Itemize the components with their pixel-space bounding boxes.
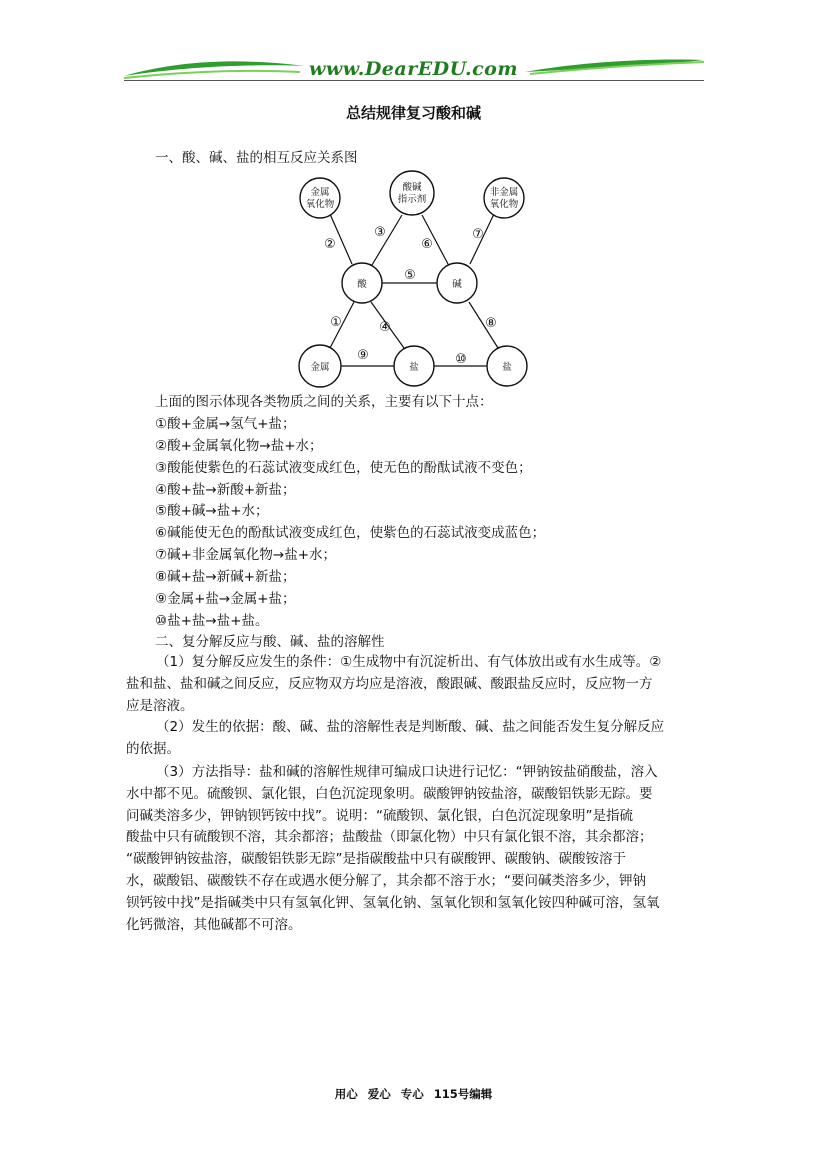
node-label: 酸碱 [402, 182, 422, 193]
list-item: ①酸+金属→氢气+盐； [155, 415, 296, 432]
text-line: 盐和盐、盐和碱之间反应，反应物双方均应是溶液，酸跟碱、酸跟盐反应时，反应物一方 [126, 675, 653, 692]
node-label: 非金属 [489, 187, 519, 198]
list-item: ⑦碱+非金属氧化物→盐+水； [155, 547, 337, 564]
node-label: 金属 [310, 187, 330, 198]
text-line: 化钙微溶，其他碱都不可溶。 [126, 916, 302, 933]
edge-label-3: ③ [374, 225, 386, 240]
list-item: ⑧碱+盐→新碱+新盐； [155, 569, 296, 586]
text-line: 水中都不见。硫酸钡、氯化银，白色沉淀现象明。碳酸钾钠铵盐溶，碳酸铝铁影无踪。要 [126, 785, 653, 802]
node-label: 酸 [357, 279, 367, 290]
text-line: 钡钙铵中找”是指碱类中只有氢氧化钾、氢氧化钠、氢氧化钡和氢氧化铵四种碱可溶，氢氧 [126, 894, 660, 911]
list-item: ⑥碱能使无色的酚酞试液变成红色，使紫色的石蕊试液变成蓝色； [155, 525, 546, 542]
node-label: 盐 [409, 362, 419, 373]
document-title: 总结规律复习酸和碱 [345, 104, 481, 122]
text-line: 酸盐中只有硫酸钡不溶，其余都溶；盐酸盐（即氯化物）中只有氯化银不溶，其余都溶； [126, 829, 653, 846]
edge-label-1: ① [330, 315, 342, 330]
node-label: 盐 [502, 362, 512, 373]
paragraph-conditions [126, 652, 702, 717]
node-label: 指示剂 [397, 194, 427, 205]
edge-label-8: ⑧ [485, 316, 497, 331]
text-line: “碳酸钾钠铵盐溶，碳酸铝铁影无踪”是指碳酸盐中只有碳酸钾、碳酸钠、碳酸铵溶于 [126, 851, 626, 868]
text-line: （3）方法指导：盐和碱的溶解性规律可编成口诀进行记忆：“钾钠铵盐硝酸盐，溶入 [156, 764, 658, 780]
section2-heading: 二、复分解反应与酸、碱、盐的溶解性 [155, 634, 385, 650]
list-item: ④酸+盐→新酸+新盐； [155, 481, 296, 498]
reaction-points-list [155, 392, 545, 633]
edge-label-7: ⑦ [472, 227, 484, 242]
paragraph-method [126, 762, 702, 936]
edge-label-5: ⑤ [404, 268, 416, 283]
node-nonmetal-oxide [484, 178, 524, 218]
list-item: ⑨金属+盐→金属+盐； [155, 591, 296, 608]
edge-label-10: ⑩ [455, 352, 467, 367]
list-item: ②酸+金属氧化物→盐+水； [155, 437, 323, 454]
reaction-diagram [290, 170, 540, 395]
edge-label-4: ④ [379, 320, 391, 335]
text-line: 的依据。 [126, 740, 180, 757]
edge-label-9: ⑨ [357, 348, 369, 363]
node-indicator [390, 171, 434, 215]
paragraph-basis [126, 717, 702, 761]
node-label: 氧化物 [305, 199, 335, 210]
text-line: 问碱类溶多少，钾钠钡钙铵中找”。说明：“硫酸钡、氯化银，白色沉淀现象明”是指硫 [126, 807, 633, 824]
header-divider [124, 80, 704, 81]
list-item: ⑤酸+碱→盐+水； [155, 503, 269, 520]
text-line: 应是溶液。 [126, 697, 194, 714]
node-label: 金属 [310, 362, 330, 373]
edge-3 [372, 215, 402, 265]
text-line: 水，碳酸铝、碳酸铁不存在或遇水便分解了，其余都不溶于水；“要问碱类溶多少，钾钠 [126, 872, 646, 889]
edge-label-2: ② [324, 237, 336, 252]
node-metal-oxide [300, 178, 340, 218]
edge-label-6: ⑥ [421, 237, 433, 252]
page-header [0, 0, 827, 90]
site-logo-text: www.DearEDU.com [309, 58, 518, 80]
text-line: （1）复分解反应发生的条件：①生成物中有沉淀析出、有气体放出或有水生成等。② [156, 654, 662, 670]
list-item: ⑩盐+盐→盐+盐。 [155, 612, 269, 629]
text-line: （2）发生的依据：酸、碱、盐的溶解性表是判断酸、碱、盐之间能否发生复分解反应 [156, 719, 665, 735]
node-label: 碱 [452, 279, 462, 290]
section1-heading: 一、酸、碱、盐的相互反应关系图 [155, 150, 358, 166]
page-footer: 用心 爱心 专心 115号编辑 [334, 1087, 493, 1101]
node-label: 氧化物 [489, 199, 519, 210]
points-intro: 上面的图示体现各类物质之间的关系，主要有以下十点： [155, 394, 493, 410]
list-item: ③酸能使紫色的石蕊试液变成红色，使无色的酚酞试液不变色； [155, 459, 532, 476]
